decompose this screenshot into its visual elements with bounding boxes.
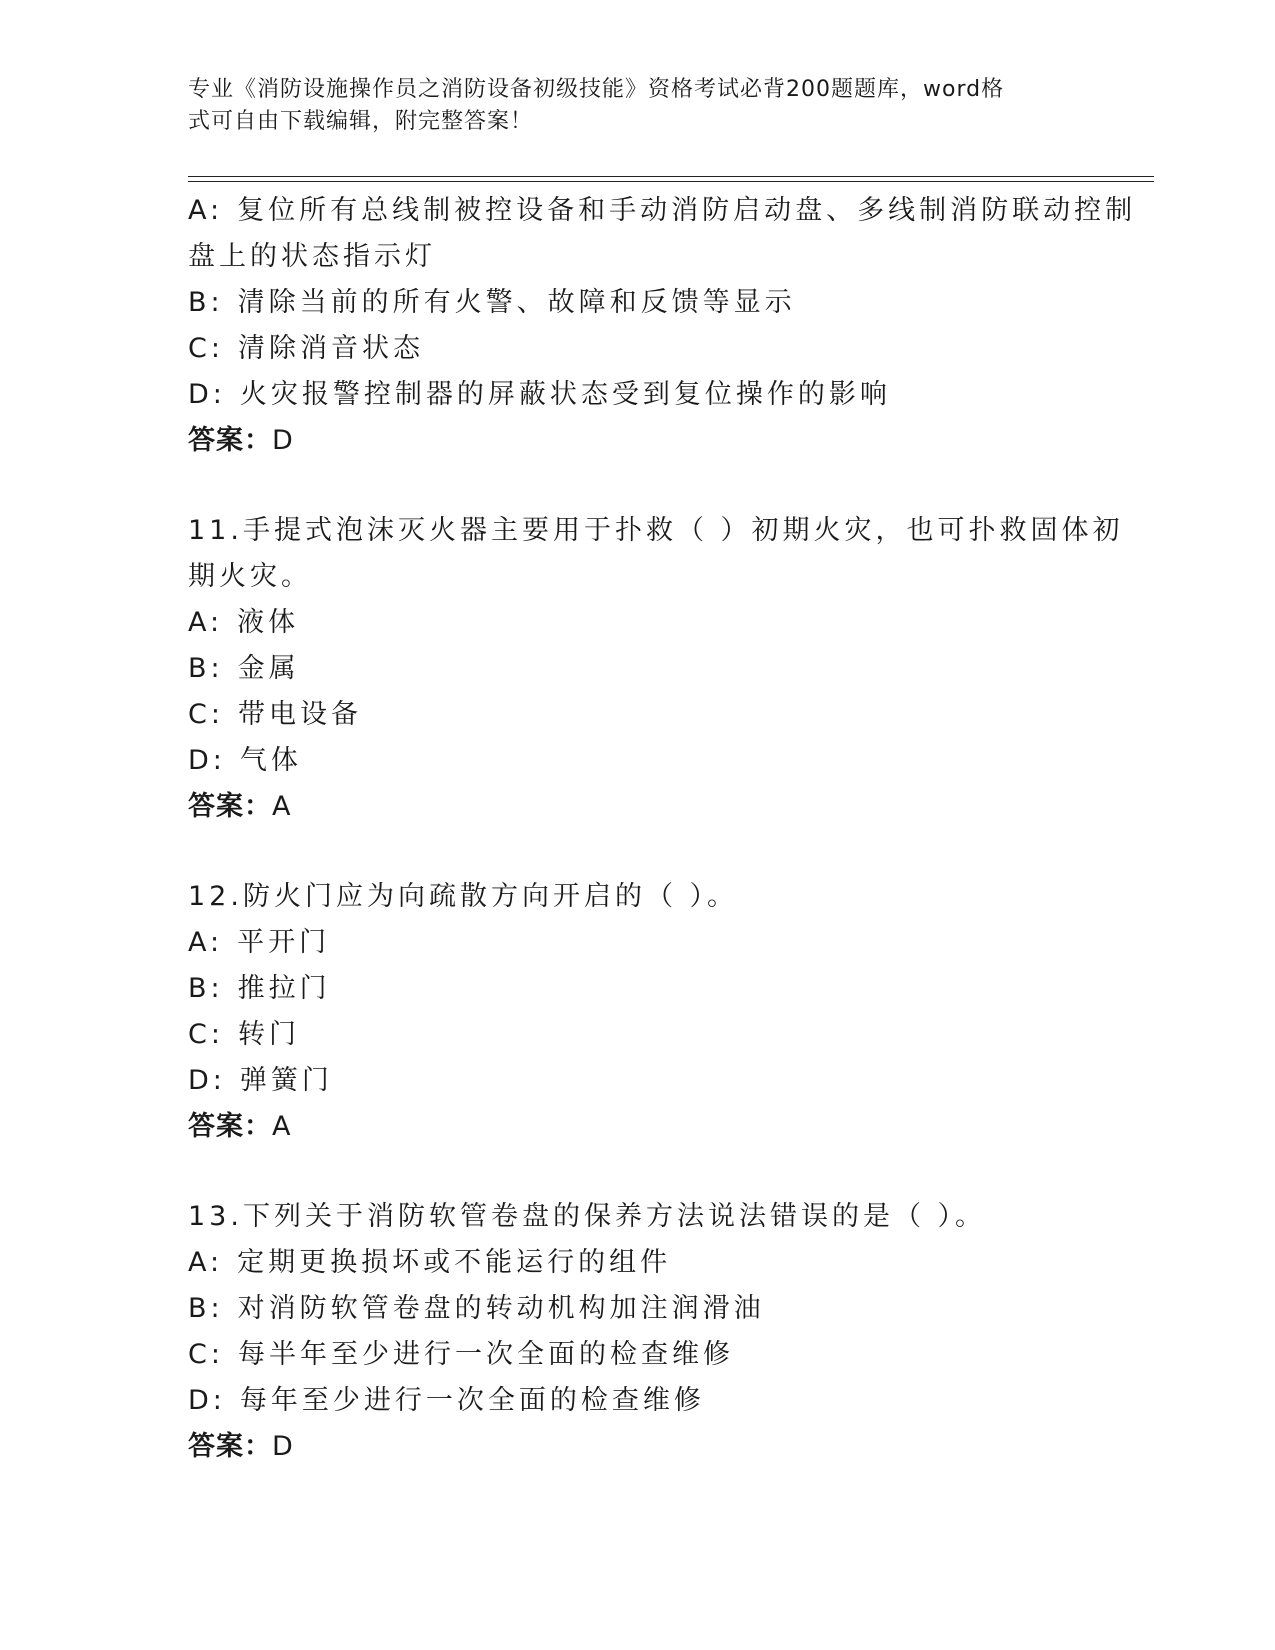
- option-c: [188, 692, 1088, 738]
- option-text: 液体: [237, 607, 300, 638]
- option-letter: A:: [188, 607, 224, 638]
- answer-line: [188, 1104, 1088, 1150]
- option-a: [188, 1240, 1088, 1286]
- option-letter: A:: [188, 195, 224, 226]
- document-header: [188, 74, 1068, 138]
- answer-value: D: [272, 425, 294, 456]
- option-a: [188, 600, 1088, 646]
- question-text: 11.手提式泡沫灭火器主要用于扑救（ ）初期火灾，也可扑救固体初: [188, 515, 1124, 546]
- option-d: [188, 372, 1088, 418]
- question-block: [188, 464, 1124, 830]
- option-b: [188, 966, 1088, 1012]
- option-text: 清除消音状态: [237, 333, 424, 364]
- question-list: [188, 188, 1137, 1470]
- answer-label: 答案：: [188, 1111, 272, 1142]
- header-divider-top: [188, 176, 1154, 177]
- answer-line: [188, 418, 1088, 464]
- option-text: 推拉门: [237, 973, 331, 1004]
- option-text: 清除当前的所有火警、故障和反馈等显示: [237, 287, 796, 318]
- option-text: 平开门: [237, 927, 331, 958]
- option-letter: B:: [188, 287, 224, 318]
- option-letter: C:: [188, 333, 224, 364]
- option-text: 每半年至少进行一次全面的检查维修: [237, 1339, 734, 1370]
- question-text: 13.下列关于消防软管卷盘的保养方法说法错误的是（ ）。: [188, 1201, 987, 1232]
- option-a: [188, 920, 1088, 966]
- option-letter: D:: [188, 745, 226, 776]
- answer-line: [188, 784, 1088, 830]
- option-d: [188, 1378, 1088, 1424]
- option-letter: B:: [188, 1293, 224, 1324]
- option-text: 带电设备: [237, 699, 362, 730]
- option-text: 定期更换损坏或不能运行的组件: [237, 1247, 672, 1278]
- question-spacer: [188, 830, 1088, 874]
- option-letter: D:: [188, 1065, 226, 1096]
- option-text: 对消防软管卷盘的转动机构加注润滑油: [237, 1293, 765, 1324]
- option-b: [188, 1286, 1088, 1332]
- option-c: [188, 1012, 1088, 1058]
- option-d: [188, 738, 1088, 784]
- option-letter: B:: [188, 653, 224, 684]
- option-text: 火灾报警控制器的屏蔽状态受到复位操作的影响: [239, 379, 891, 410]
- option-a: [188, 188, 1137, 234]
- header-divider-bottom: [188, 181, 1154, 182]
- option-letter: D:: [188, 1385, 226, 1416]
- option-d: [188, 1058, 1088, 1104]
- answer-value: A: [272, 791, 292, 822]
- option-text: 金属: [237, 653, 300, 684]
- answer-label: 答案：: [188, 425, 272, 456]
- question-spacer: [188, 464, 1088, 508]
- option-a: [188, 234, 1088, 280]
- option-text: 转门: [237, 1019, 300, 1050]
- option-letter: A:: [188, 1247, 224, 1278]
- option-letter: C:: [188, 699, 224, 730]
- question-spacer: [188, 1150, 1088, 1194]
- answer-label: 答案：: [188, 1431, 272, 1462]
- option-text: 弹簧门: [239, 1065, 333, 1096]
- option-text: 每年至少进行一次全面的检查维修: [239, 1385, 705, 1416]
- answer-line: [188, 1424, 1088, 1470]
- option-b: [188, 646, 1088, 692]
- option-text: 盘上的状态指示灯: [188, 241, 436, 272]
- question-block: [188, 1150, 1088, 1470]
- option-letter: C:: [188, 1339, 224, 1370]
- header-line-1: 专业《消防设施操作员之消防设备初级技能》资格考试必背200题题库，word格: [188, 77, 1005, 102]
- option-c: [188, 1332, 1088, 1378]
- option-letter: C:: [188, 1019, 224, 1050]
- option-letter: A:: [188, 927, 224, 958]
- option-c: [188, 326, 1088, 372]
- question-block: [188, 830, 1088, 1150]
- question-text: 12.防火门应为向疏散方向开启的（ ）。: [188, 881, 739, 912]
- question-text: 期火灾。: [188, 561, 312, 592]
- option-text: 气体: [239, 745, 302, 776]
- answer-label: 答案：: [188, 791, 272, 822]
- header-line-2: 式可自由下载编辑，附完整答案！: [188, 109, 534, 134]
- answer-value: A: [272, 1111, 292, 1142]
- option-text: 复位所有总线制被控设备和手动消防启动盘、多线制消防联动控制: [237, 195, 1137, 226]
- option-b: [188, 280, 1088, 326]
- option-letter: B:: [188, 973, 224, 1004]
- answer-value: D: [272, 1431, 294, 1462]
- option-letter: D:: [188, 379, 226, 410]
- question-block: [188, 188, 1137, 464]
